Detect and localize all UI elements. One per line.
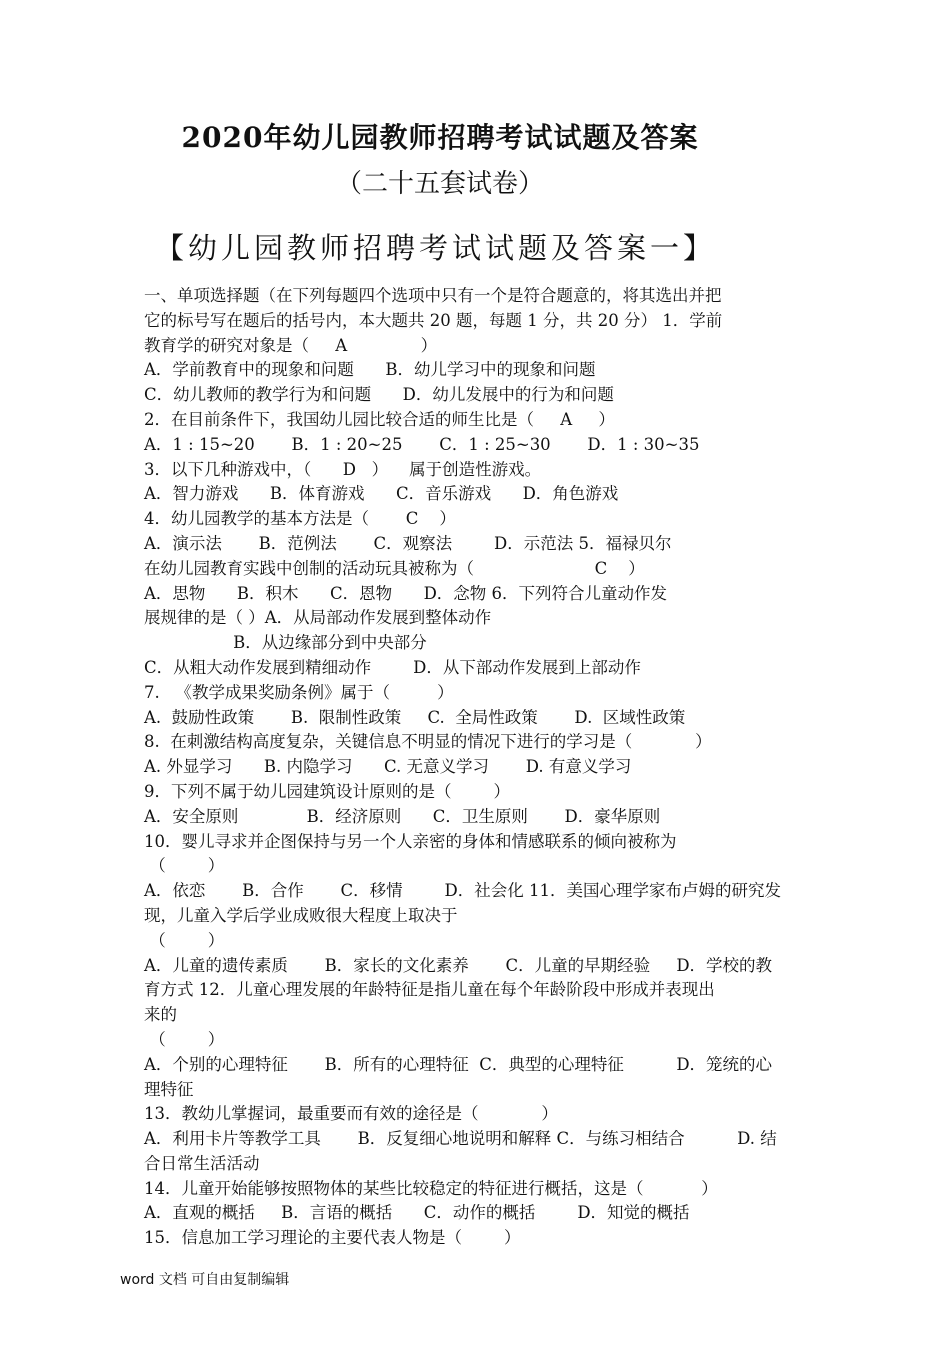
section-heading: 【幼儿园教师招聘考试试题及答案一】 xyxy=(155,231,717,265)
text-line: A．1 : 15~20 B．1 : 20~25 C．1 : 25~30 D．1 : 30~35 xyxy=(144,434,700,454)
text-line: 14．儿童开始能够按照物体的某些比较稳定的特征进行概括，这是（ ） xyxy=(144,1178,718,1198)
text-line: A．儿童的遗传素质 B．家长的文化素养 C．儿童的早期经验 D．学校的教 xyxy=(144,955,773,975)
exam-questions xyxy=(144,284,824,1251)
text-line: （ ） xyxy=(144,930,225,950)
text-line: 教育学的研究对象是（ A ） xyxy=(144,335,438,355)
text-line: 一、单项选择题（在下列每题四个选项中只有一个是符合题意的，将其选出并把 xyxy=(144,286,722,305)
text-line: A．安全原则 B．经济原则 C．卫生原则 D．豪华原则 xyxy=(144,806,661,826)
text-line: A．依恋 B．合作 C．移情 D．社会化 11．美国心理学家布卢姆的研究发 xyxy=(144,881,782,901)
text-line: 合日常生活活动 xyxy=(144,1153,260,1173)
text-line: A．演示法 B．范例法 C．观察法 D．示范法 5．福禄贝尔 xyxy=(144,533,672,553)
text-line: 7. 《教学成果奖励条例》属于（ ） xyxy=(144,682,454,702)
text-line: A．个别的心理特征 B．所有的心理特征 C．典型的心理特征 D．笼统的心 xyxy=(144,1054,773,1074)
text-line: A．思物 B．积木 C．恩物 D．念物 6．下列符合儿童动作发 xyxy=(144,583,668,603)
text-line: A．学前教育中的现象和问题 B．幼儿学习中的现象和问题 xyxy=(144,360,596,380)
text-line: C．从粗大动作发展到精细动作 D．从下部动作发展到上部动作 xyxy=(144,657,641,677)
text-line: 13．教幼儿掌握词，最重要而有效的途径是（ ） xyxy=(144,1104,558,1124)
text-line: 现，儿童入学后学业成败很大程度上取决于 xyxy=(144,905,458,925)
text-line: A. 鼓励性政策 B. 限制性政策 C. 全局性政策 D. 区域性政策 xyxy=(144,707,686,727)
document-subtitle: （二十五套试卷） xyxy=(335,169,544,199)
text-line: 展规律的是（ ）A．从局部动作发展到整体动作 xyxy=(144,608,492,628)
text-line: 它的标号写在题后的括号内，本大题共 20 题，每题 1 分，共 20 分） 1．学前 xyxy=(144,310,723,330)
footer-note: word 文档 可自由复制编辑 xyxy=(120,1272,290,1288)
text-line: （ ） xyxy=(144,1029,225,1049)
text-line: A．直观的概括 B．言语的概括 C．动作的概括 D．知觉的概括 xyxy=(144,1203,690,1223)
text-line: 10．婴儿寻求并企图保持与另一个人亲密的身体和情感联系的倾向被称为 xyxy=(144,831,677,851)
text-line: 15．信息加工学习理论的主要代表人物是（ ） xyxy=(144,1228,521,1248)
text-line: A．智力游戏 B．体育游戏 C．音乐游戏 D．角色游戏 xyxy=(144,484,619,504)
text-line: 在幼儿园教育实践中创制的活动玩具被称为（ C ） xyxy=(144,558,645,578)
text-line: 2．在目前条件下，我国幼儿园比较合适的师生比是（ A ） xyxy=(144,409,615,429)
text-line: A．利用卡片等教学工具 B．反复细心地说明和解释 C．与练习相结合 D. 结 xyxy=(144,1129,777,1149)
text-line: 9．下列不属于幼儿园建筑设计原则的是（ ） xyxy=(144,781,510,801)
text-line: C．幼儿教师的教学行为和问题 D．幼儿发展中的行为和问题 xyxy=(144,385,614,405)
document-title: 2020年幼儿园教师招聘考试试题及答案 xyxy=(181,121,699,154)
text-line: （ ） xyxy=(144,856,225,876)
text-line: 来的 xyxy=(144,1005,177,1025)
text-line: 育方式 12．儿童心理发展的年龄特征是指儿童在每个年龄阶段中形成并表现出 xyxy=(144,980,715,1000)
text-line: 4．幼儿园教学的基本方法是（ C ） xyxy=(144,509,456,529)
text-line: 3．以下几种游戏中，（ D ） 属于创造性游戏。 xyxy=(144,459,542,479)
text-line: 理特征 xyxy=(144,1079,194,1099)
text-line: A. 外显学习 B. 内隐学习 C. 无意义学习 D. 有意义学习 xyxy=(144,757,632,777)
text-line: 8. 在刺激结构高度复杂，关键信息不明显的情况下进行的学习是（ ） xyxy=(144,732,712,752)
text-line: B．从边缘部分到中央部分 xyxy=(144,633,427,653)
